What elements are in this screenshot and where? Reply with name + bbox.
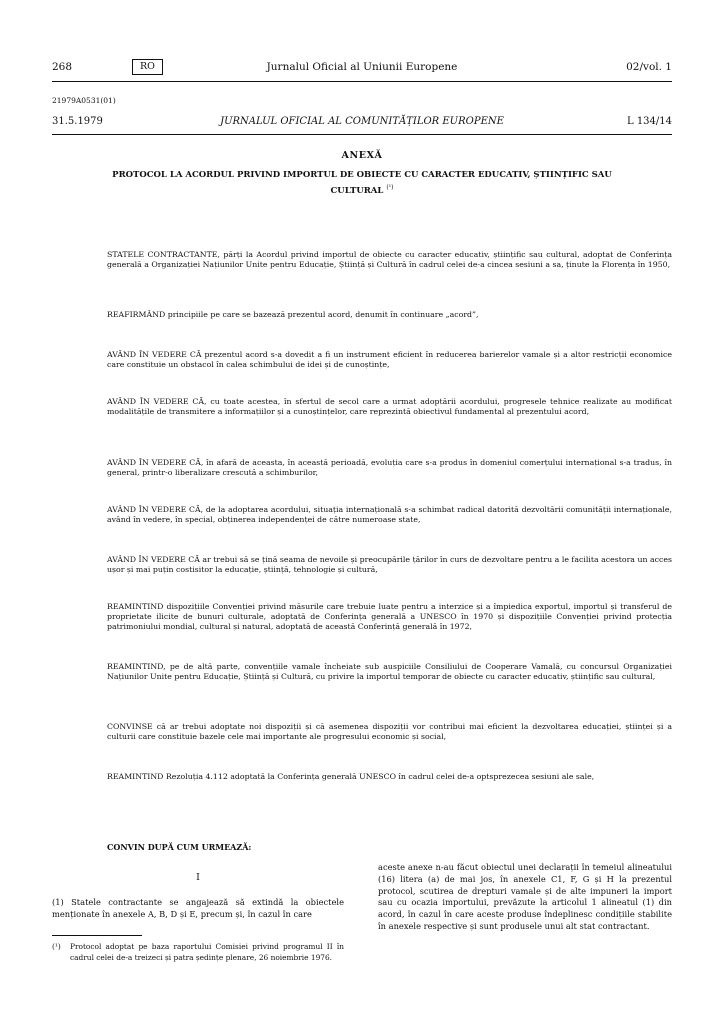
publication-date: 31.5.1979 (52, 116, 103, 127)
journal-header (52, 61, 672, 82)
page-number: 268 (52, 61, 73, 73)
protocol-title-text: PROTOCOL LA ACORDUL PRIVIND IMPORTUL DE OBIECTE CU CARACTER EDUCATIV, ȘTIINȚIFIC SAU CULTURAL (112, 170, 612, 196)
protocol-title (110, 170, 614, 197)
recital-paragraph: AVÂND ÎN VEDERE CĂ ar trebui să se țină seama de nevoile și preocupările țărilor în curs de dezvoltare pentru a le facilita acestora un acces ușor și mai puțin costisitor la educație, știință, tehnologie și cultură, (107, 555, 672, 575)
recital-paragraph: REAMINTIND Rezoluția 4.112 adoptată la Conferința generală UNESCO în cadrul celei de-a optsprezecea sesiuni ale sale, (107, 772, 595, 781)
recital-paragraph: AVÂND ÎN VEDERE CĂ, cu toate acestea, în sfertul de secol care a urmat adoptării acordului, progresele tehnice realizate au modificat modalitățile de transmitere a informațiilor și a cunoștințelor, care reprezintă obiectivul fundamental al prezentului acord, (107, 397, 672, 417)
title-footnote-marker: (¹) (386, 183, 394, 191)
recital-paragraph: STATELE CONTRACTANTE, părți la Acordul privind importul de obiecte cu caracter educativ, științific sau cultural, adoptat de Conferința generală a Organizației Națiunilor Unite pentru Educație, Știință și Cultură în cadrul celei de-a cincea sesiuni a sa, ținute la Florența în 1950, (107, 250, 672, 270)
journal-name: Jurnalul Oficial al Uniunii Europene (266, 61, 458, 73)
original-journal-header (52, 116, 672, 135)
recital-paragraph: REAMINTIND, pe de altă parte, convențiile vamale încheiate sub auspiciile Consiliului de Cooperare Vamală, cu concursul Organizației Națiunilor Unite pentru Educație, Știință și Cultură, cu privire la importul temporar de obiecte cu caracter educativ, științific sau cultural, (107, 662, 672, 682)
right-column: aceste anexe n-au făcut obiectul unei declarații în temeiul alineatului (16) litera (a) de mai jos, în anexele C1, F, G și H la prezentul protocol, scutirea de drepturi vamale și de alte impuneri la import sau cu ocazia importului, prevăzute la articolul 1 alineatul (1) din acord, în cazul în care aceste produse îndeplinesc condițiile stabilite în anexele respective și sunt produsele unui alt stat contractant. (378, 862, 672, 931)
left-column (52, 868, 344, 920)
footnote-marker: (¹) (52, 942, 61, 951)
issue-page-reference: L 134/14 (627, 116, 672, 127)
agreed-heading: CONVIN DUPĂ CUM URMEAZĂ: (107, 842, 252, 852)
footnote-divider (52, 935, 142, 936)
recital-paragraph: REAFIRMÂND principiile pe care se bazează prezentul acord, denumit în continuare „acord”, (107, 310, 479, 319)
annex-heading: ANEXĂ (341, 150, 383, 161)
volume-label: 02/vol. 1 (626, 61, 672, 73)
recital-paragraph: REAMINTIND dispozițiile Convenției privind măsurile care trebuie luate pentru a interzice și a împiedica exportul, importul și transferul de proprietate ilicite de bunuri culturale, adoptată de Conferința generală a UNESCO în 1970 și dispozițiile Convenției privind protecția patrimoniului mondial, cultural și natural, adoptată de această Conferință generală în 1972, (107, 602, 672, 632)
footnote (52, 942, 344, 963)
original-journal-name: JURNALUL OFICIAL AL COMUNITĂȚILOR EUROPENE (220, 116, 504, 127)
section-paragraph-left: (1) Statele contractante se angajează să extindă la obiectele menționate în anexele A, B, D și E, precum și, în cazul în care (52, 897, 344, 919)
recital-paragraph: AVÂND ÎN VEDERE CĂ prezentul acord s-a dovedit a fi un instrument eficient în reducerea barierelor vamale și a altor restricții economice care constituie un obstacol în calea schimbului de idei și de cunoștințe, (107, 350, 672, 370)
language-badge: RO (132, 59, 163, 75)
section-numeral: I (196, 872, 200, 883)
recital-paragraph: AVÂND ÎN VEDERE CĂ, de la adoptarea acordului, situația internațională s-a schimbat radical datorită dezvoltării comunității internaționale, având în vedere, în special, obținerea independenței de către numeroase state, (107, 505, 672, 525)
recital-paragraph: CONVINSE că ar trebui adoptate noi dispoziții și că asemenea dispoziții vor contribui mai eficient la dezvoltarea educației, științei și a culturii care constituie bazele cele mai importante ale progresului economic și social, (107, 722, 672, 742)
footnote-text: Protocol adoptat pe baza raportului Comisiei privind programul II în cadrul celei de-a treizeci și patra ședințe plenare, 26 noiembrie 1976. (70, 942, 344, 962)
recital-paragraph: AVÂND ÎN VEDERE CĂ, în afară de aceasta, în această perioadă, evoluția care s-a produs în domeniul comerțului internațional s-a tradus, în general, printr-o liberalizare crescută a schimburilor, (107, 458, 672, 478)
celex-number: 21979A0531(01) (52, 96, 116, 105)
